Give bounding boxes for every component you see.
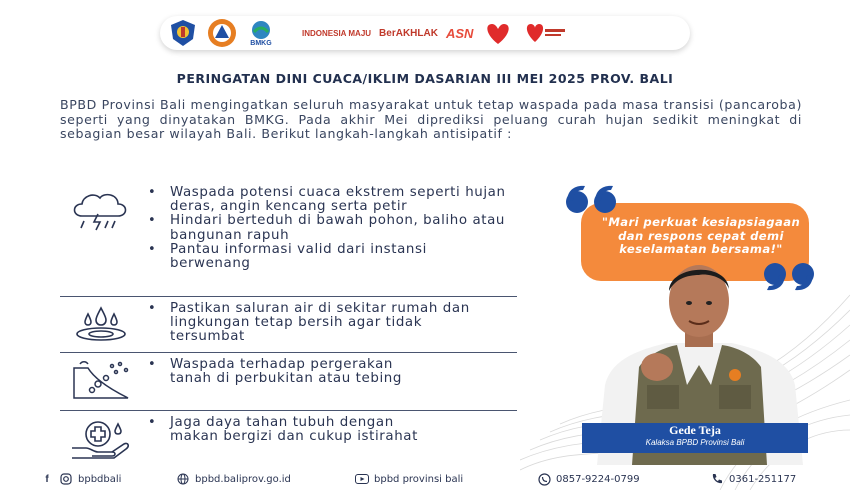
- youtube-channel: bpbd provinsi bali: [374, 473, 464, 485]
- list-item: • Jaga daya tahan tubuh dengan makan bergizi dan cukup istirahat: [148, 416, 420, 444]
- list-item: • Pastikan saluran air di sekitar rumah dan lingkungan tetap bersih agar tidak tersumbat: [148, 302, 485, 345]
- list-item: • Waspada terhadap pergerakan tanah di perbukitan atau tebing: [148, 358, 420, 386]
- bangga-berwisata-indonesia-logo: [523, 20, 567, 46]
- speaker-name: Gede Teja: [669, 423, 721, 437]
- whatsapp-icon: [537, 472, 551, 486]
- section-drainage: [60, 302, 517, 350]
- list-item: • Waspada potensi cuaca ekstrem seperti hujan deras, angin kencang serta petir: [148, 186, 510, 214]
- landslide-icon: [68, 358, 134, 406]
- speaker-role: Kalaksa BPBD Provinsi Bali: [645, 438, 745, 447]
- section-divider: [60, 296, 517, 297]
- quote-text: "Mari perkuat kesiapsiagaan dan respons cepat demi keselamatan bersama!": [601, 215, 801, 256]
- whatsapp-number: 0857-9224-0799: [556, 473, 640, 485]
- footer-youtube[interactable]: [355, 472, 463, 486]
- intro-paragraph: BPBD Provinsi Bali mengingatkan seluruh masyarakat untuk tetap waspada pada masa transisi (pancaroba) seperti yang dinyatakan BMKG. Pada akhir Mei diprediksi peluang curah hujan sedikit meningkat di sebagian besar wilayah Bali. Berikut langkah-langkah antisipatif :: [60, 97, 802, 142]
- footer-contacts: [0, 470, 850, 490]
- section-extreme-weather: [60, 186, 517, 291]
- open-quote-icon: [563, 184, 623, 214]
- facebook-icon: f: [45, 473, 49, 485]
- footer-whatsapp[interactable]: [537, 472, 640, 486]
- bangga-buatan-indonesia-logo: [481, 20, 515, 46]
- footer-social[interactable]: [40, 472, 121, 486]
- section-divider: [60, 352, 517, 353]
- page-title: PERINGATAN DINI CUACA/IKLIM DASARIAN III MEI 2025 PROV. BALI: [176, 71, 674, 86]
- footer-website[interactable]: [176, 472, 291, 486]
- phone-icon: [710, 472, 724, 486]
- website-url: bpbd.baliprov.go.id: [195, 473, 291, 485]
- list-item: • Pantau informasi valid dari instansi berwenang: [148, 243, 510, 271]
- footer-phone[interactable]: [710, 472, 796, 486]
- section-health: [60, 416, 517, 464]
- bpbd-emblem: [206, 18, 238, 48]
- social-handle: bpbdbali: [78, 473, 122, 485]
- asn-logo: ASN: [445, 25, 474, 41]
- health-hand-icon: [68, 418, 134, 464]
- instagram-icon: [59, 472, 73, 486]
- water-drops-icon: [68, 304, 134, 348]
- section-landslide: [60, 358, 517, 406]
- berakhlak-logo: BerAKHLAK: [379, 27, 438, 39]
- phone-number: 0361-251177: [729, 473, 797, 485]
- section-divider: [60, 410, 517, 411]
- partner-logo-strip: [160, 16, 690, 50]
- bali-province-crest: [168, 19, 198, 47]
- storm-cloud-icon: [68, 188, 134, 238]
- youtube-icon: [355, 472, 369, 486]
- globe-icon: [176, 472, 190, 486]
- list-item: • Hindari berteduh di bawah pohon, baliho atau bangunan rapuh: [148, 214, 510, 242]
- pajak-kuat-indonesia-maju-logo: INDONESIA MAJU: [302, 28, 372, 38]
- bmkg-logo: BMKG: [246, 20, 276, 47]
